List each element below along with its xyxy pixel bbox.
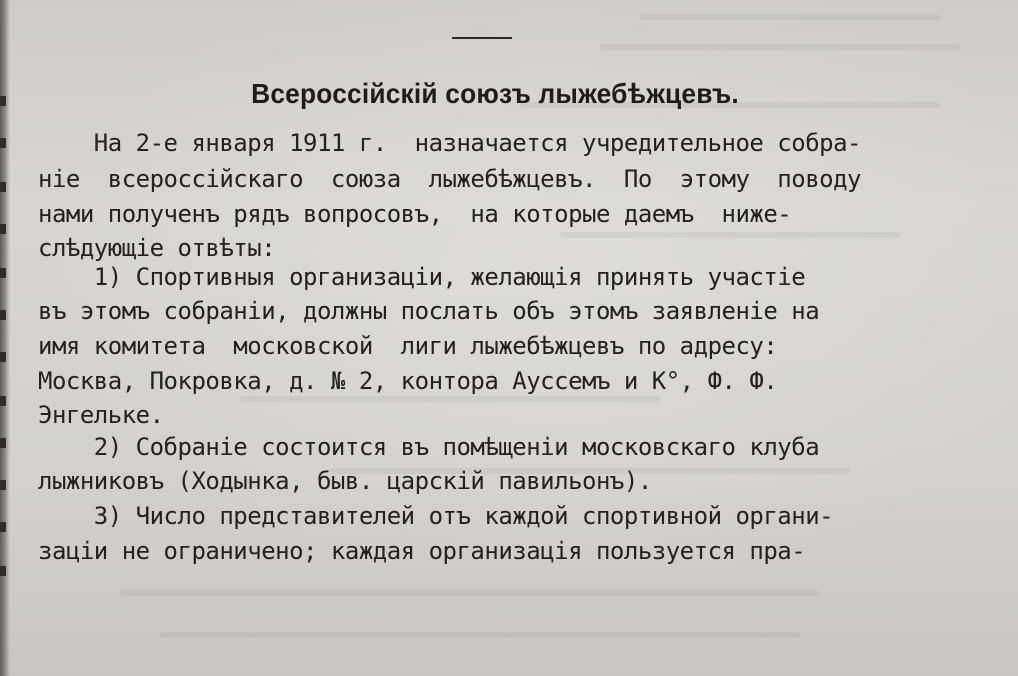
text-line-4: слѣдующіе отвѣты: [38, 234, 276, 262]
text-line-1: На 2-е января 1911 г. назначается учредительное собра- [38, 129, 862, 157]
text-line-2: ніе всероссійскаго союза лыжебѣжцевъ. По этому поводу [38, 165, 862, 193]
text-line-8: Москва, Покровка, д. № 2, контора Аусcемъ и К°, Ф. Ф. [38, 367, 778, 395]
text-line-12: 3) Число представителей отъ каждой спортивной органи- [38, 502, 834, 530]
text-line-9: Энгельке. [38, 401, 164, 429]
text-line-10: 2) Собраніе состоится въ помѣщеніи московскаго клуба [38, 433, 820, 461]
text-line-3: нами полученъ рядъ вопросовъ, на которые даемъ ниже- [38, 200, 792, 228]
text-line-11: лыжниковъ (Ходынка, быв. царскій павильонъ). [38, 467, 652, 495]
text-line-13: заціи не ограничено; каждая организація пользуется пра- [38, 537, 806, 565]
article-title: Всероссійскій союзъ лыжебѣжцевъ. [251, 78, 739, 109]
decorative-rule [452, 37, 512, 39]
text-line-5: 1) Спортивныя организаціи, желающія принять участіе [38, 263, 806, 291]
text-line-7: имя комитета московской лиги лыжебѣжцевъ по адресу: [38, 332, 778, 360]
text-line-6: въ этомъ собраніи, должны послать объ этомъ заявленіе на [38, 297, 820, 325]
